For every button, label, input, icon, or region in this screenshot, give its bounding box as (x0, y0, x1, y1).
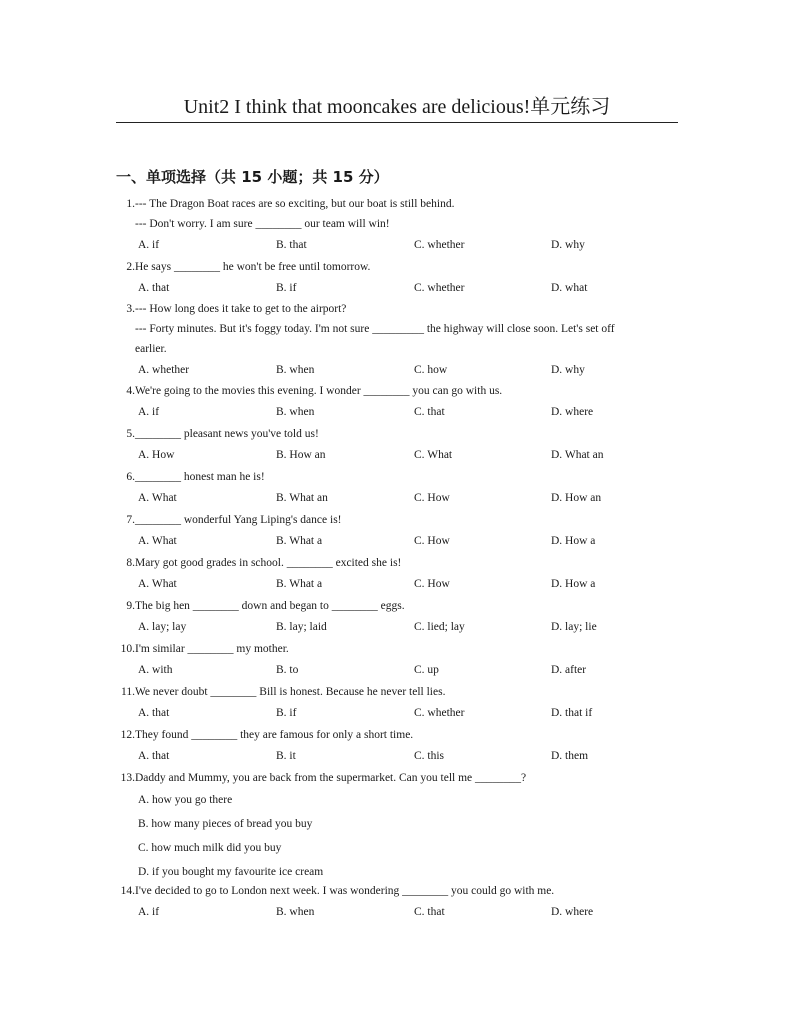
answer-option: C. whether (414, 239, 465, 251)
question-7 (116, 510, 686, 552)
question-13 (116, 768, 686, 884)
question-line (116, 639, 686, 659)
question-text: ________ honest man he is! (135, 471, 265, 483)
answer-option: B. when (276, 406, 315, 418)
answer-options (116, 530, 686, 552)
answer-option: D. How a (551, 578, 596, 590)
answer-options (116, 901, 686, 923)
answer-option: D. lay; lie (551, 621, 597, 633)
question-text: ________ wonderful Yang Liping's dance is! (135, 514, 342, 526)
question-number: 9. (126, 600, 135, 612)
answer-option: B. when (276, 364, 315, 376)
question-line (116, 682, 686, 702)
answer-option: D. after (551, 664, 587, 676)
answer-option: A. that (138, 750, 170, 762)
question-line (116, 339, 686, 359)
question-number: 8. (126, 557, 135, 569)
answer-options (116, 487, 686, 509)
question-line (116, 381, 686, 401)
question-line (116, 768, 686, 788)
answer-options (116, 616, 686, 638)
answer-options (116, 277, 686, 299)
question-8 (116, 553, 686, 595)
question-text: We never doubt ________ Bill is honest. Because he never tell lies. (135, 686, 446, 698)
answer-option: C. What (414, 449, 453, 461)
question-line (116, 725, 686, 745)
question-6 (116, 467, 686, 509)
question-line (116, 257, 686, 277)
answer-option: C. that (414, 906, 445, 918)
question-text: earlier. (135, 343, 167, 355)
section-heading: 一、单项选择（共 15 小题；共 15 分） (116, 168, 389, 186)
question-text: The big hen ________ down and began to ________ eggs. (135, 600, 405, 612)
answer-option: D. them (551, 750, 589, 762)
question-number: 1. (126, 198, 135, 210)
answer-option: D. why (551, 364, 585, 376)
answer-option: A. if (138, 906, 160, 918)
answer-options (116, 659, 686, 681)
question-text: --- Don't worry. I am sure ________ our team will win! (135, 218, 390, 230)
answer-option: B. How an (276, 449, 326, 461)
answer-options (116, 573, 686, 595)
question-3 (116, 299, 686, 381)
question-12 (116, 725, 686, 767)
question-number: 10. (120, 643, 135, 655)
question-number: 2. (126, 261, 135, 273)
question-number: 5. (126, 428, 135, 440)
question-9 (116, 596, 686, 638)
answer-option: D. why (551, 239, 585, 251)
answer-option: D. How an (551, 492, 602, 504)
answer-option: A. lay; lay (138, 621, 187, 633)
answer-option: D. What an (551, 449, 604, 461)
answer-options (116, 234, 686, 256)
question-text: He says ________ he won't be free until tomorrow. (135, 261, 371, 273)
answer-option: A. that (138, 707, 170, 719)
answer-option: D. where (551, 406, 594, 418)
answer-option: C. how much milk did you buy (138, 842, 282, 854)
answer-option: A. how you go there (138, 794, 233, 806)
answer-option: A. with (138, 664, 173, 676)
answer-option: A. What (138, 492, 177, 504)
question-14 (116, 881, 686, 923)
title-underline (116, 122, 678, 123)
question-1 (116, 194, 686, 256)
question-number: 6. (126, 471, 135, 483)
answer-option: B. how many pieces of bread you buy (138, 818, 313, 830)
answer-option: B. when (276, 906, 315, 918)
question-number: 13. (120, 772, 135, 784)
question-5 (116, 424, 686, 466)
question-line (116, 424, 686, 444)
answer-option: C. lied; lay (414, 621, 465, 633)
answer-option: C. that (414, 406, 445, 418)
answer-option: A. whether (138, 364, 190, 376)
question-2 (116, 257, 686, 299)
answer-option: D. How a (551, 535, 596, 547)
answer-option: D. that if (551, 707, 593, 719)
answer-options (116, 745, 686, 767)
answer-option: D. where (551, 906, 594, 918)
question-number: 7. (126, 514, 135, 526)
question-line (116, 881, 686, 901)
answer-option: B. What an (276, 492, 328, 504)
answer-option: B. to (276, 664, 299, 676)
answer-option: C. whether (414, 707, 465, 719)
answer-option: C. up (414, 664, 439, 676)
answer-option: C. whether (414, 282, 465, 294)
answer-options (116, 444, 686, 466)
answer-option: C. How (414, 578, 450, 590)
question-4 (116, 381, 686, 423)
question-number: 3. (126, 303, 135, 315)
answer-option: C. this (414, 750, 445, 762)
question-line (116, 596, 686, 616)
answer-options (116, 401, 686, 423)
question-line (116, 553, 686, 573)
question-line (116, 510, 686, 530)
question-text: I've decided to go to London next week. I was wondering ________ you could go with me. (135, 885, 555, 897)
answer-option: D. what (551, 282, 588, 294)
question-line (116, 194, 686, 214)
answer-options (116, 702, 686, 724)
question-number: 14. (120, 885, 135, 897)
question-10 (116, 639, 686, 681)
answer-option: B. lay; laid (276, 621, 327, 633)
question-line (116, 319, 686, 339)
answer-option: A. How (138, 449, 175, 461)
question-text: I'm similar ________ my mother. (135, 643, 289, 655)
question-number: 11. (121, 686, 135, 698)
answer-option: A. What (138, 535, 177, 547)
question-text: --- How long does it take to get to the airport? (135, 303, 347, 315)
question-text: Daddy and Mummy, you are back from the supermarket. Can you tell me ________? (135, 772, 527, 784)
answer-option: A. that (138, 282, 170, 294)
answer-option: B. What a (276, 578, 323, 590)
question-text: We're going to the movies this evening. I wonder ________ you can go with us. (135, 385, 503, 397)
question-line (116, 467, 686, 487)
question-text: Mary got good grades in school. ________ excited she is! (135, 557, 402, 569)
question-11 (116, 682, 686, 724)
answer-option: B. that (276, 239, 307, 251)
question-text: --- The Dragon Boat races are so exciting, but our boat is still behind. (135, 198, 455, 210)
answer-option: C. How (414, 535, 450, 547)
question-line (116, 299, 686, 319)
answer-option: A. What (138, 578, 177, 590)
answer-option: D. if you bought my favourite ice cream (138, 866, 324, 878)
answer-option: C. How (414, 492, 450, 504)
question-number: 12. (120, 729, 135, 741)
question-number: 4. (126, 385, 135, 397)
answer-option: A. if (138, 239, 160, 251)
question-text: ________ pleasant news you've told us! (135, 428, 319, 440)
answer-options (116, 359, 686, 381)
answer-option: C. how (414, 364, 448, 376)
answer-option: B. What a (276, 535, 323, 547)
question-text: --- Forty minutes. But it's foggy today. I'm not sure _________ the highway will close soon. Let's set off (135, 323, 615, 335)
page-title: Unit2 I think that mooncakes are delicious!单元练习 (183, 96, 611, 118)
answer-option: B. if (276, 707, 297, 719)
answer-option: B. if (276, 282, 297, 294)
question-line (116, 214, 686, 234)
answer-option: B. it (276, 750, 296, 762)
answer-option: A. if (138, 406, 160, 418)
question-text: They found ________ they are famous for only a short time. (135, 729, 414, 741)
